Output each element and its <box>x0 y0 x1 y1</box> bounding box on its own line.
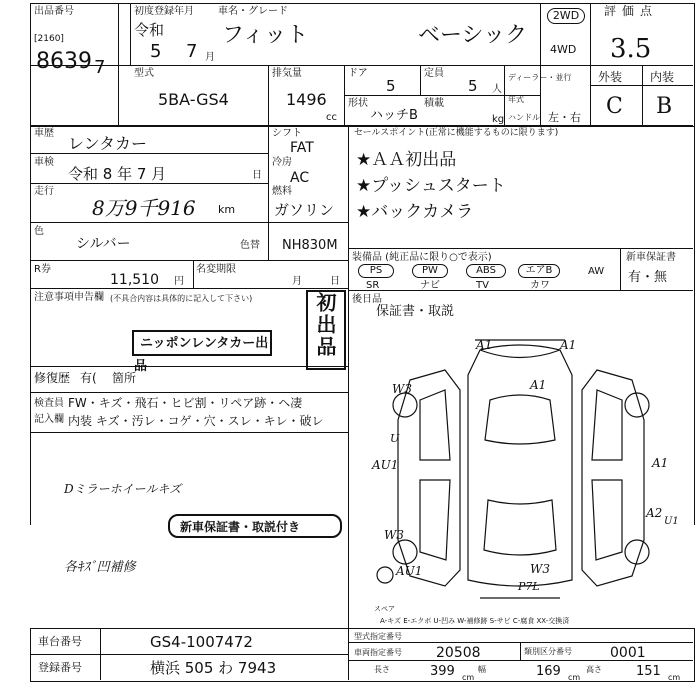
grid-line <box>348 290 693 291</box>
recycle-value: 11,510 <box>110 272 159 288</box>
mark-a1-right: A1 <box>652 456 669 470</box>
plate-label: 登録番号 <box>38 661 82 674</box>
equip-ps: PS <box>358 264 394 278</box>
doors-value: 5 <box>386 77 396 95</box>
grid-line <box>30 288 348 289</box>
first-listing-stamp <box>306 290 346 370</box>
mark-au1-left-lower: AU1 <box>396 564 423 578</box>
warranty-stamp <box>168 514 342 538</box>
length-unit: cm <box>462 673 475 682</box>
equip-pw: PW <box>412 264 448 278</box>
mark-a1-hood: A1 <box>530 378 547 392</box>
color-code-label: 色替 <box>240 240 260 251</box>
chassis-value: GS4-1007472 <box>150 633 253 651</box>
plate-value: 横浜 505 わ 7943 <box>150 659 277 677</box>
grid-line <box>30 222 348 223</box>
mark-u1-right: U1 <box>664 516 679 527</box>
shift-label: シフト <box>272 128 302 139</box>
lot-suffix: 7 <box>94 57 106 78</box>
interior-label: 内装 <box>650 70 675 84</box>
spec-plate-label: 車両指定番号 <box>354 648 402 657</box>
recycle-label: R券 <box>34 264 51 275</box>
handnote-line2: 各ｷｽﾞ凹補修 <box>64 560 136 575</box>
model-name: フィット <box>222 23 309 48</box>
model-code-value: 5BA-GS4 <box>158 90 229 109</box>
capacity-unit: 人 <box>492 84 502 95</box>
name-label: 車名・グレード <box>218 6 288 17</box>
load-label: 積載 <box>424 98 444 109</box>
load-unit: kg <box>492 114 505 125</box>
spec-model-value: 20508 <box>436 645 481 661</box>
history-label: 車歴 <box>34 128 54 139</box>
mark-w3-left-lower: W3 <box>384 528 404 542</box>
height-unit: cm <box>668 673 681 682</box>
grid-line <box>30 260 348 261</box>
mileage-value: 8万9千916 <box>92 196 196 220</box>
grid-line <box>193 260 194 288</box>
repair-value: 有( <box>80 371 97 385</box>
displacement-unit: cc <box>326 112 337 123</box>
length-value: 399 <box>430 664 455 679</box>
grid-line <box>642 66 643 125</box>
inspect-legend-row2: 内装 キズ・汚レ・コゲ・穴・スレ・キレ・破レ <box>68 414 324 428</box>
equip-abs: ABS <box>466 264 506 278</box>
registration-label: 初度登録年月 <box>134 6 194 17</box>
grid-line <box>590 3 591 125</box>
width-unit: cm <box>568 673 581 682</box>
extras-value: 保証書・取説 <box>376 304 455 319</box>
grid-line <box>620 248 621 290</box>
equip-sr: SR <box>366 280 380 291</box>
sales-point-1: ★ＡＡ初出品 <box>356 150 457 170</box>
diagram-legend: A-キズ E-エクボ U-凹み W-補修跡 S-サビ C-腐食 XX-交換済 <box>380 617 570 625</box>
height-value: 151 <box>636 664 661 679</box>
capacity-label: 定員 <box>424 68 444 79</box>
notes-sub: (不具合内容は具体的に記入して下さい) <box>110 294 253 303</box>
extras-label: 後日品 <box>352 294 382 305</box>
repair-tail: 箇所 <box>112 371 137 385</box>
registration-era: 令和 <box>134 21 165 39</box>
year-label: 年式 <box>508 95 524 104</box>
grid-line <box>30 65 693 66</box>
rental-stamp-text: ニッポンレンタカー出品 <box>134 336 269 374</box>
name-change-label: 名変期限 <box>196 264 236 275</box>
color-code: NH830M <box>282 238 338 253</box>
aircon-label: 冷房 <box>272 157 292 168</box>
inspect-legend-row1: FW・キズ・飛石・ヒビ割・リペア跡・ヘ凄 <box>68 396 303 410</box>
drive-4wd-option[interactable]: 4WD <box>550 43 577 56</box>
inspection-value: 令和 8 年 7 月 <box>68 165 167 183</box>
grid-line <box>100 628 101 680</box>
equip-airbag: エアB <box>518 264 560 278</box>
capacity-value: 5 <box>468 77 478 95</box>
fuel-value: ガソリン <box>274 201 335 219</box>
spec-model-label: 型式指定番号 <box>354 632 402 641</box>
mark-p7l-rear: P7L <box>518 580 540 593</box>
mark-w3-left: W3 <box>392 382 412 396</box>
grid-line <box>268 65 269 125</box>
mark-a1-front-left: A1 <box>476 338 493 352</box>
color-value: シルバー <box>76 236 131 252</box>
history-value: レンタカー <box>68 134 147 153</box>
grid-line <box>348 628 349 680</box>
fuel-label: 燃料 <box>272 186 292 197</box>
grid-line <box>130 3 131 65</box>
grid-line <box>30 654 348 655</box>
grade-name: ベーシック <box>418 23 528 48</box>
chassis-label: 車台番号 <box>38 635 82 648</box>
model-code-label: 型式 <box>134 68 154 79</box>
rating-score: 3.5 <box>610 34 652 64</box>
grid-line <box>30 432 348 433</box>
exterior-label: 外装 <box>598 70 623 84</box>
interior-grade: B <box>656 94 673 119</box>
sales-point-3: ★バックカメラ <box>356 202 474 222</box>
displacement-value: 1496 <box>286 90 327 109</box>
inspection-label: 車検 <box>34 157 54 168</box>
mark-a1-front-right: A1 <box>560 338 577 352</box>
lot-code: [2160] <box>34 34 64 44</box>
grid-line <box>268 125 269 260</box>
width-label: 幅 <box>478 665 486 674</box>
spare-label: スペア <box>374 605 395 613</box>
grid-line <box>348 248 693 249</box>
repair-label: 修復歴 <box>34 371 71 385</box>
width-value: 169 <box>536 664 561 679</box>
grid-line <box>520 642 521 660</box>
warranty-label: 新車保証書 <box>626 252 676 263</box>
mark-w3-rear: W3 <box>530 562 550 576</box>
grid-line <box>30 366 348 367</box>
shift-value: FAT <box>290 140 314 156</box>
spec-class-value: 0001 <box>610 645 646 661</box>
displacement-label: 排気量 <box>272 68 302 79</box>
first-listing-text: 初出品 <box>313 292 337 358</box>
mileage-unit: km <box>218 203 236 216</box>
grid-line <box>348 305 349 630</box>
inspector-label-2: 記入欄 <box>34 414 64 425</box>
warranty-value: 有・無 <box>628 270 668 285</box>
lot-number: 8639 <box>36 49 92 74</box>
sales-point-2: ★プッシュスタート <box>356 176 506 196</box>
grid-line <box>540 3 541 125</box>
equip-leather: カワ <box>530 280 550 291</box>
doors-label: ドア <box>348 68 368 79</box>
length-label: 長さ <box>374 665 390 674</box>
equip-aw: AW <box>588 266 605 277</box>
grid-line <box>30 125 693 126</box>
aircon-value: AC <box>290 170 310 186</box>
registration-year: 5 <box>150 41 162 62</box>
rating-label: 評価点 <box>604 4 659 18</box>
name-change-month: 月 <box>292 276 302 287</box>
inspector-label-1: 検査員 <box>34 398 64 409</box>
spec-class-label: 類別区分番号 <box>524 647 572 656</box>
name-change-day: 日 <box>330 276 340 287</box>
color-label: 色 <box>34 226 44 237</box>
handnote-line1: Dミラーホイールキズ <box>64 482 182 496</box>
handle-value: 左・右 <box>548 111 581 124</box>
shape-label: 形状 <box>348 98 368 109</box>
equip-navi: ナビ <box>420 280 440 291</box>
grid-line <box>118 3 119 125</box>
height-label: 高さ <box>586 665 602 674</box>
dealer-label: ディーラー・並行 <box>508 73 572 82</box>
mark-a2-right: A2 <box>646 506 663 520</box>
handle-label: ハンドル <box>508 113 540 122</box>
grid-line <box>30 153 268 154</box>
registration-month: 7 <box>186 41 198 62</box>
shape-value: ハッチB <box>370 108 418 123</box>
warranty-stamp-text: 新車保証書・取説付き <box>180 520 301 534</box>
drive-2wd-option[interactable]: 2WD <box>547 8 585 24</box>
equip-tv: TV <box>476 280 489 291</box>
inspection-weekday: 日 <box>252 170 262 181</box>
rental-stamp <box>132 330 272 374</box>
mileage-label: 走行 <box>34 186 54 197</box>
recycle-unit: 円 <box>174 276 184 287</box>
registration-month-unit: 月 <box>205 52 215 63</box>
mark-u-left: U <box>390 432 400 445</box>
sales-label: セールスポイント(正常に機能するものに限ります) <box>354 128 559 138</box>
notes-label: 注意事項申告欄 <box>34 292 104 303</box>
equipment-label: 装備品 (純正品に限り○で表示) <box>352 252 492 263</box>
lot-label: 出品番号 <box>34 6 74 17</box>
grid-line <box>30 392 348 393</box>
grid-line <box>420 65 421 95</box>
grid-line <box>348 125 349 305</box>
mark-au1-left: AU1 <box>372 458 399 472</box>
exterior-grade: C <box>606 94 623 119</box>
